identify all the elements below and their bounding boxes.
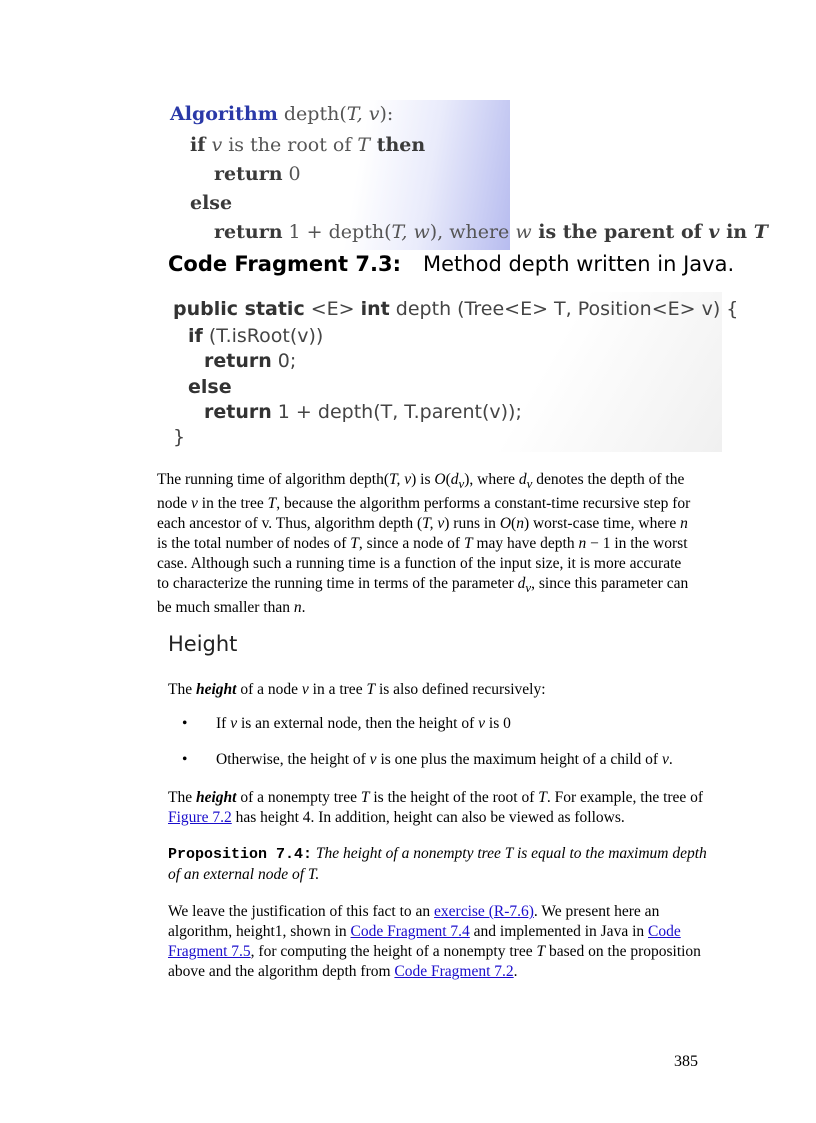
algorithm-line-4 [190, 192, 232, 214]
algorithm-text: ): [379, 103, 394, 125]
code-keyword: int [360, 298, 390, 320]
text: v [526, 476, 533, 492]
text: in the tree [197, 495, 268, 513]
text: is also defined recursively: [375, 681, 546, 698]
text: v [230, 715, 238, 732]
text: n [516, 515, 524, 533]
text: n [680, 515, 688, 533]
text: . [513, 963, 518, 980]
text: O [434, 471, 446, 488]
bullet-marker: • [182, 715, 188, 732]
text: d [517, 575, 526, 593]
text: v [369, 751, 377, 768]
proposition-text: The height of a nonempty tree T is equal to the maximum depth of an external node of T. [168, 845, 707, 883]
paragraph-tree-height [168, 788, 708, 828]
text: is an external node, then the height of [237, 715, 479, 732]
code-text: 0; [271, 350, 297, 372]
link-code-fragment-7-4[interactable]: Code Fragment 7.4 [350, 923, 470, 940]
text: T, v [389, 471, 412, 488]
text: n [578, 535, 587, 553]
text: Otherwise, the height of [216, 751, 370, 768]
code-keyword: if [188, 325, 203, 347]
text: , because the algorithm performs a constant-time recursive step for each ancestor of v. Thus, algorithm depth ( [157, 495, 691, 533]
algorithm-var: T [753, 221, 768, 243]
link-code-fragment-7-2[interactable]: Code Fragment 7.2 [394, 963, 514, 980]
text: d [450, 471, 459, 488]
text: v [301, 681, 309, 698]
text: T, v [422, 515, 445, 533]
text: ( [511, 515, 517, 533]
code-fragment-caption [168, 252, 734, 276]
algorithm-keyword: return [214, 163, 283, 185]
algorithm-line-3 [214, 163, 301, 185]
text: ), where [464, 471, 519, 488]
text: is 0 [485, 715, 511, 732]
algorithm-text: ), where [429, 221, 516, 243]
text: ) worst-case time, where [523, 515, 681, 533]
algorithm-text: 0 [282, 163, 301, 185]
code-text: depth (Tree<E> T, Position<E> v) { [389, 298, 739, 320]
text: v [525, 580, 532, 596]
text: The running time of algorithm depth( [157, 471, 390, 488]
text: may have depth [472, 535, 579, 553]
text: T [267, 495, 277, 513]
algorithm-line-2 [190, 134, 425, 156]
term-height: height [195, 681, 237, 698]
text: of a nonempty tree [236, 789, 361, 806]
term-height: height [195, 789, 237, 806]
text: The [168, 789, 196, 806]
list-item [182, 750, 673, 770]
section-heading-height: Height [168, 632, 238, 656]
link-exercise-r-7-6[interactable]: exercise (R-7.6) [434, 903, 534, 920]
text: v [191, 495, 198, 513]
code-line-6 [173, 426, 185, 448]
text: v [661, 751, 669, 768]
text: v [458, 476, 465, 492]
text: . [301, 599, 306, 617]
text: denotes the depth of the node [157, 471, 685, 513]
proposition-7-4 [168, 844, 708, 885]
algorithm-text: is the root of [222, 134, 358, 156]
bullet-marker: • [182, 751, 188, 768]
algorithm-text: in [719, 221, 754, 243]
code-keyword: return [204, 350, 272, 372]
page-number: 385 [674, 1053, 698, 1070]
text: is the total number of nodes of [157, 535, 351, 553]
code-line-3 [204, 350, 296, 372]
text: ( [445, 471, 451, 488]
paragraph-height-definition [168, 680, 708, 700]
text: T [350, 535, 359, 553]
text: in a tree [308, 681, 367, 698]
text: of a node [236, 681, 302, 698]
algorithm-var: v [708, 221, 720, 243]
algorithm-line-1 [170, 103, 393, 125]
code-text: } [173, 426, 186, 448]
algorithm-keyword: Algorithm [170, 103, 278, 125]
algorithm-keyword: then [370, 134, 426, 156]
algorithm-var: v [205, 134, 223, 156]
algorithm-var: w [515, 221, 532, 243]
algorithm-keyword: return [214, 221, 283, 243]
code-keyword: public static [173, 298, 305, 320]
text: , since a node of [358, 535, 464, 553]
algorithm-args: T, w [391, 221, 430, 243]
algorithm-text: is the parent of [531, 221, 709, 243]
paragraph-justification [168, 902, 708, 982]
algorithm-var: T [357, 134, 371, 156]
text: If [216, 715, 231, 732]
text: is the height of the root of [369, 789, 539, 806]
code-line-5 [204, 401, 522, 423]
text: is one plus the maximum height of a child of [376, 751, 662, 768]
caption-label: Code Fragment 7.3: [168, 252, 402, 276]
text: , for computing the height of a nonempty tree [250, 943, 537, 960]
java-code-figure [166, 292, 739, 452]
text: and implemented in Java in [469, 923, 649, 940]
link-figure-7-2[interactable]: Figure 7.2 [168, 809, 232, 826]
text: d [518, 471, 527, 488]
algorithm-text: 1 + depth( [282, 221, 392, 243]
text: O [499, 515, 512, 533]
link-code-fragment-7-5[interactable]: Code Fragment 7.5 [168, 923, 681, 960]
text: We leave the justification of this fact to an [168, 903, 435, 920]
text: The [168, 681, 196, 698]
text: based on the proposition above and the algorithm depth from [168, 943, 701, 980]
algorithm-keyword: else [190, 192, 233, 214]
text: ) is [411, 471, 435, 488]
code-line-4 [188, 376, 232, 398]
code-text: 1 + depth(T, T.parent(v)); [271, 401, 522, 423]
text: . For example, the tree of [546, 789, 704, 806]
proposition-label: Proposition 7.4: [168, 846, 313, 863]
code-line-1 [173, 298, 738, 320]
text: has height 4. In addition, height can also be viewed as follows. [231, 809, 625, 826]
code-text: (T.isRoot(v)) [202, 325, 324, 347]
algorithm-text: depth( [277, 103, 347, 125]
code-keyword: else [188, 376, 232, 398]
list-item [182, 714, 511, 734]
text: v [478, 715, 486, 732]
algorithm-args: T, v [346, 103, 380, 125]
caption-text: Method depth written in Java. [423, 252, 735, 276]
text: , since this parameter can be much smaller than [157, 575, 689, 617]
text: T [463, 535, 473, 553]
paragraph-running-time [157, 470, 697, 618]
text: . [668, 751, 673, 768]
text: − 1 in the worst case. Although such a running time is a function of the input size, it is more accurate to characterize the running time in terms of the parameter [157, 535, 688, 593]
text: T [360, 789, 370, 806]
code-text: <E> [304, 298, 361, 320]
text: n [293, 599, 302, 617]
text: T [536, 943, 546, 960]
text: . We present here an algorithm, height1, shown in [168, 903, 660, 940]
algorithm-line-5 [214, 221, 768, 243]
text: T [538, 789, 547, 806]
code-keyword: return [204, 401, 272, 423]
algorithm-keyword: if [190, 134, 206, 156]
text: T [366, 681, 376, 698]
text: ) runs in [444, 515, 500, 533]
code-line-2 [188, 325, 323, 347]
